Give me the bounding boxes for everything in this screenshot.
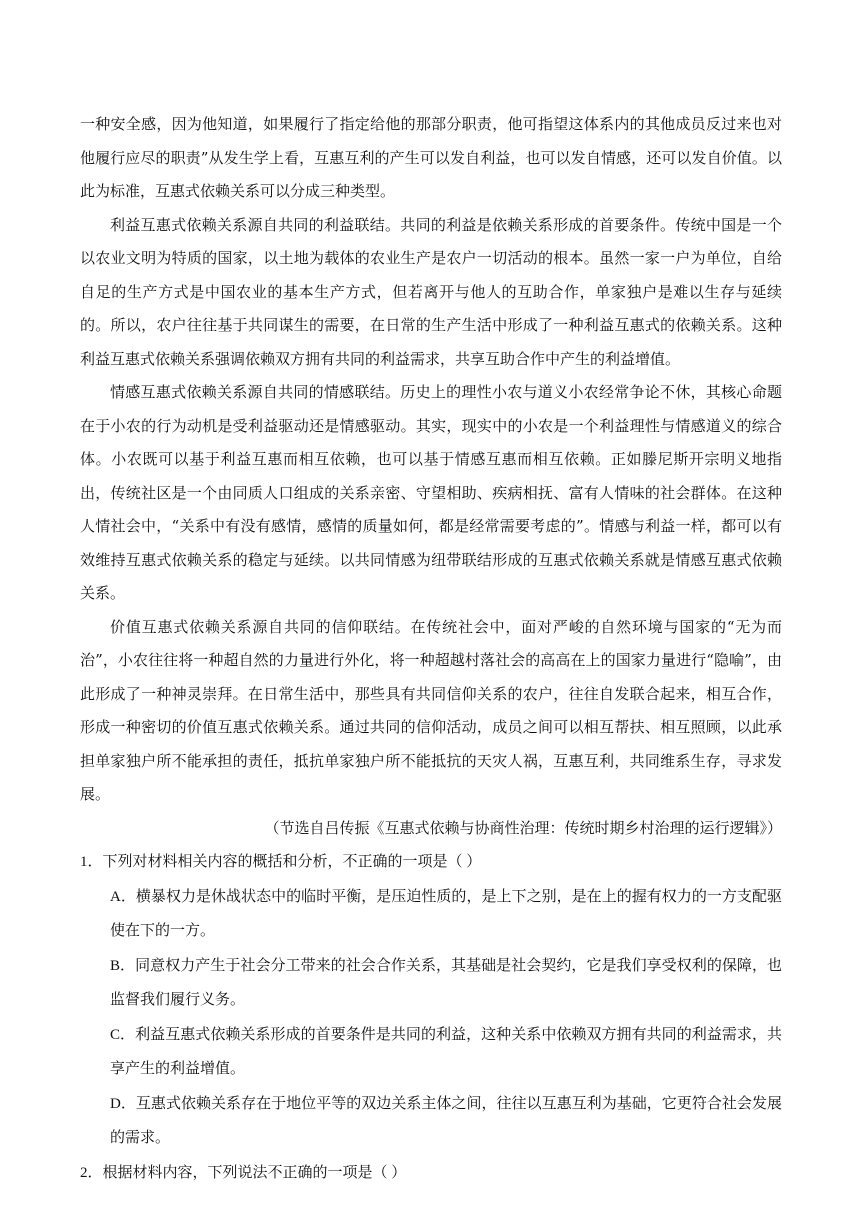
question-stem (80, 1156, 782, 1191)
question-number: 2． (80, 1164, 103, 1181)
question-stem (80, 845, 782, 880)
option-letter: B． (110, 957, 136, 974)
question-number: 1． (80, 854, 103, 870)
passage-source: （节选自吕传振《互惠式依赖与协商性治理：传统时期乡村治理的运行逻辑》） (264, 818, 782, 837)
option-text: 利益互惠式依赖关系形成的首要条件是共同的利益，这种关系中依赖双方拥有共同的利益需求，共享产生的利益增值。 (110, 1026, 782, 1077)
question-2 (80, 1156, 782, 1191)
passage (80, 108, 782, 845)
option-c[interactable] (80, 1018, 782, 1087)
option-b[interactable] (80, 949, 782, 1018)
option-letter: C． (110, 1026, 136, 1043)
option-text: 横暴权力是休战状态中的临时平衡，是压迫性质的，是上下之别，是在上的握有权力的一方支配驱使在下的一方。 (110, 888, 782, 939)
option-letter: D． (110, 1095, 136, 1112)
option-d[interactable] (80, 1087, 782, 1156)
option-letter: A． (110, 888, 136, 905)
passage-paragraph: 一种安全感，因为他知道，如果履行了指定给他的那部分职责，他可指望这体系内的其他成员反过来也对他履行应尽的职责”从发生学上看，互惠互利的产生可以发自利益，也可以发自情感，还可以发自价值。以此为标准，互惠式依赖关系可以分成三种类型。 (80, 115, 782, 200)
question-text: 根据材料内容，下列说法不正确的一项是（ ） (102, 1164, 407, 1181)
question-1 (80, 845, 782, 1156)
passage-paragraph: 情感互惠式依赖关系源自共同的情感联结。历史上的理性小农与道义小农经常争论不休，其核心命题在于小农的行为动机是受利益驱动还是情感驱动。其实，现实中的小农是一个利益理性与情感道义的综合体。小农既可以基于利益互惠而相互依赖，也可以基于情感互惠而相互依赖。正如滕尼斯开宗明义地指出，传统社区是一个由同质人口组成的关系亲密、守望相助、疾病相抚、富有人情味的社会群体。在这种人情社会中，“关系中有没有感情，感情的质量如何，都是经常需要考虑的”。情感与利益一样，都可以有效维持互惠式依赖关系的稳定与延续。以共同情感为纽带联结形成的互惠式依赖关系就是情感互惠式依赖关系。 (80, 383, 782, 602)
option-text: 互惠式依赖关系存在于地位平等的双边关系主体之间，往往以互惠互利为基础，它更符合社会发展的需求。 (110, 1095, 782, 1146)
option-text: 同意权力产生于社会分工带来的社会合作关系，其基础是社会契约，它是我们享受权利的保障，也监督我们履行义务。 (110, 957, 782, 1008)
question-text: 下列对材料相关内容的概括和分析，不正确的一项是（ ） (102, 854, 482, 870)
passage-paragraph: 价值互惠式依赖关系源自共同的信仰联结。在传统社会中，面对严峻的自然环境与国家的“无为而治”，小农往往将一种超自然的力量进行外化，将一种超越村落社会的高高在上的国家力量进行“隐喻”，由此形成了一种神灵崇拜。在日常生活中，那些具有共同信仰关系的农户，往往自发联合起来，相互合作，形成一种密切的价值互惠式依赖关系。通过共同的信仰活动，成员之间可以相互帮扶、相互照顾，以此承担单家独户所不能承担的责任，抵抗单家独户所不能抵抗的天灾人祸，互惠互利，共同维系生存，寻求发展。 (80, 617, 782, 803)
passage-paragraph: 利益互惠式依赖关系源自共同的利益联结。共同的利益是依赖关系形成的首要条件。传统中国是一个以农业文明为特质的国家，以土地为载体的农业生产是农户一切活动的根本。虽然一家一户为单位，自给自足的生产方式是中国农业的基本生产方式，但若离开与他人的互助合作，单家独户是难以生存与延续的。所以，农户往往基于共同谋生的需要，在日常的生产生活中形成了一种利益互惠式的依赖关系。这种利益互惠式依赖关系强调依赖双方拥有共同的利益需求，共享互助合作中产生的利益增值。 (80, 215, 782, 368)
document-page (80, 108, 782, 1190)
option-a[interactable] (80, 880, 782, 949)
